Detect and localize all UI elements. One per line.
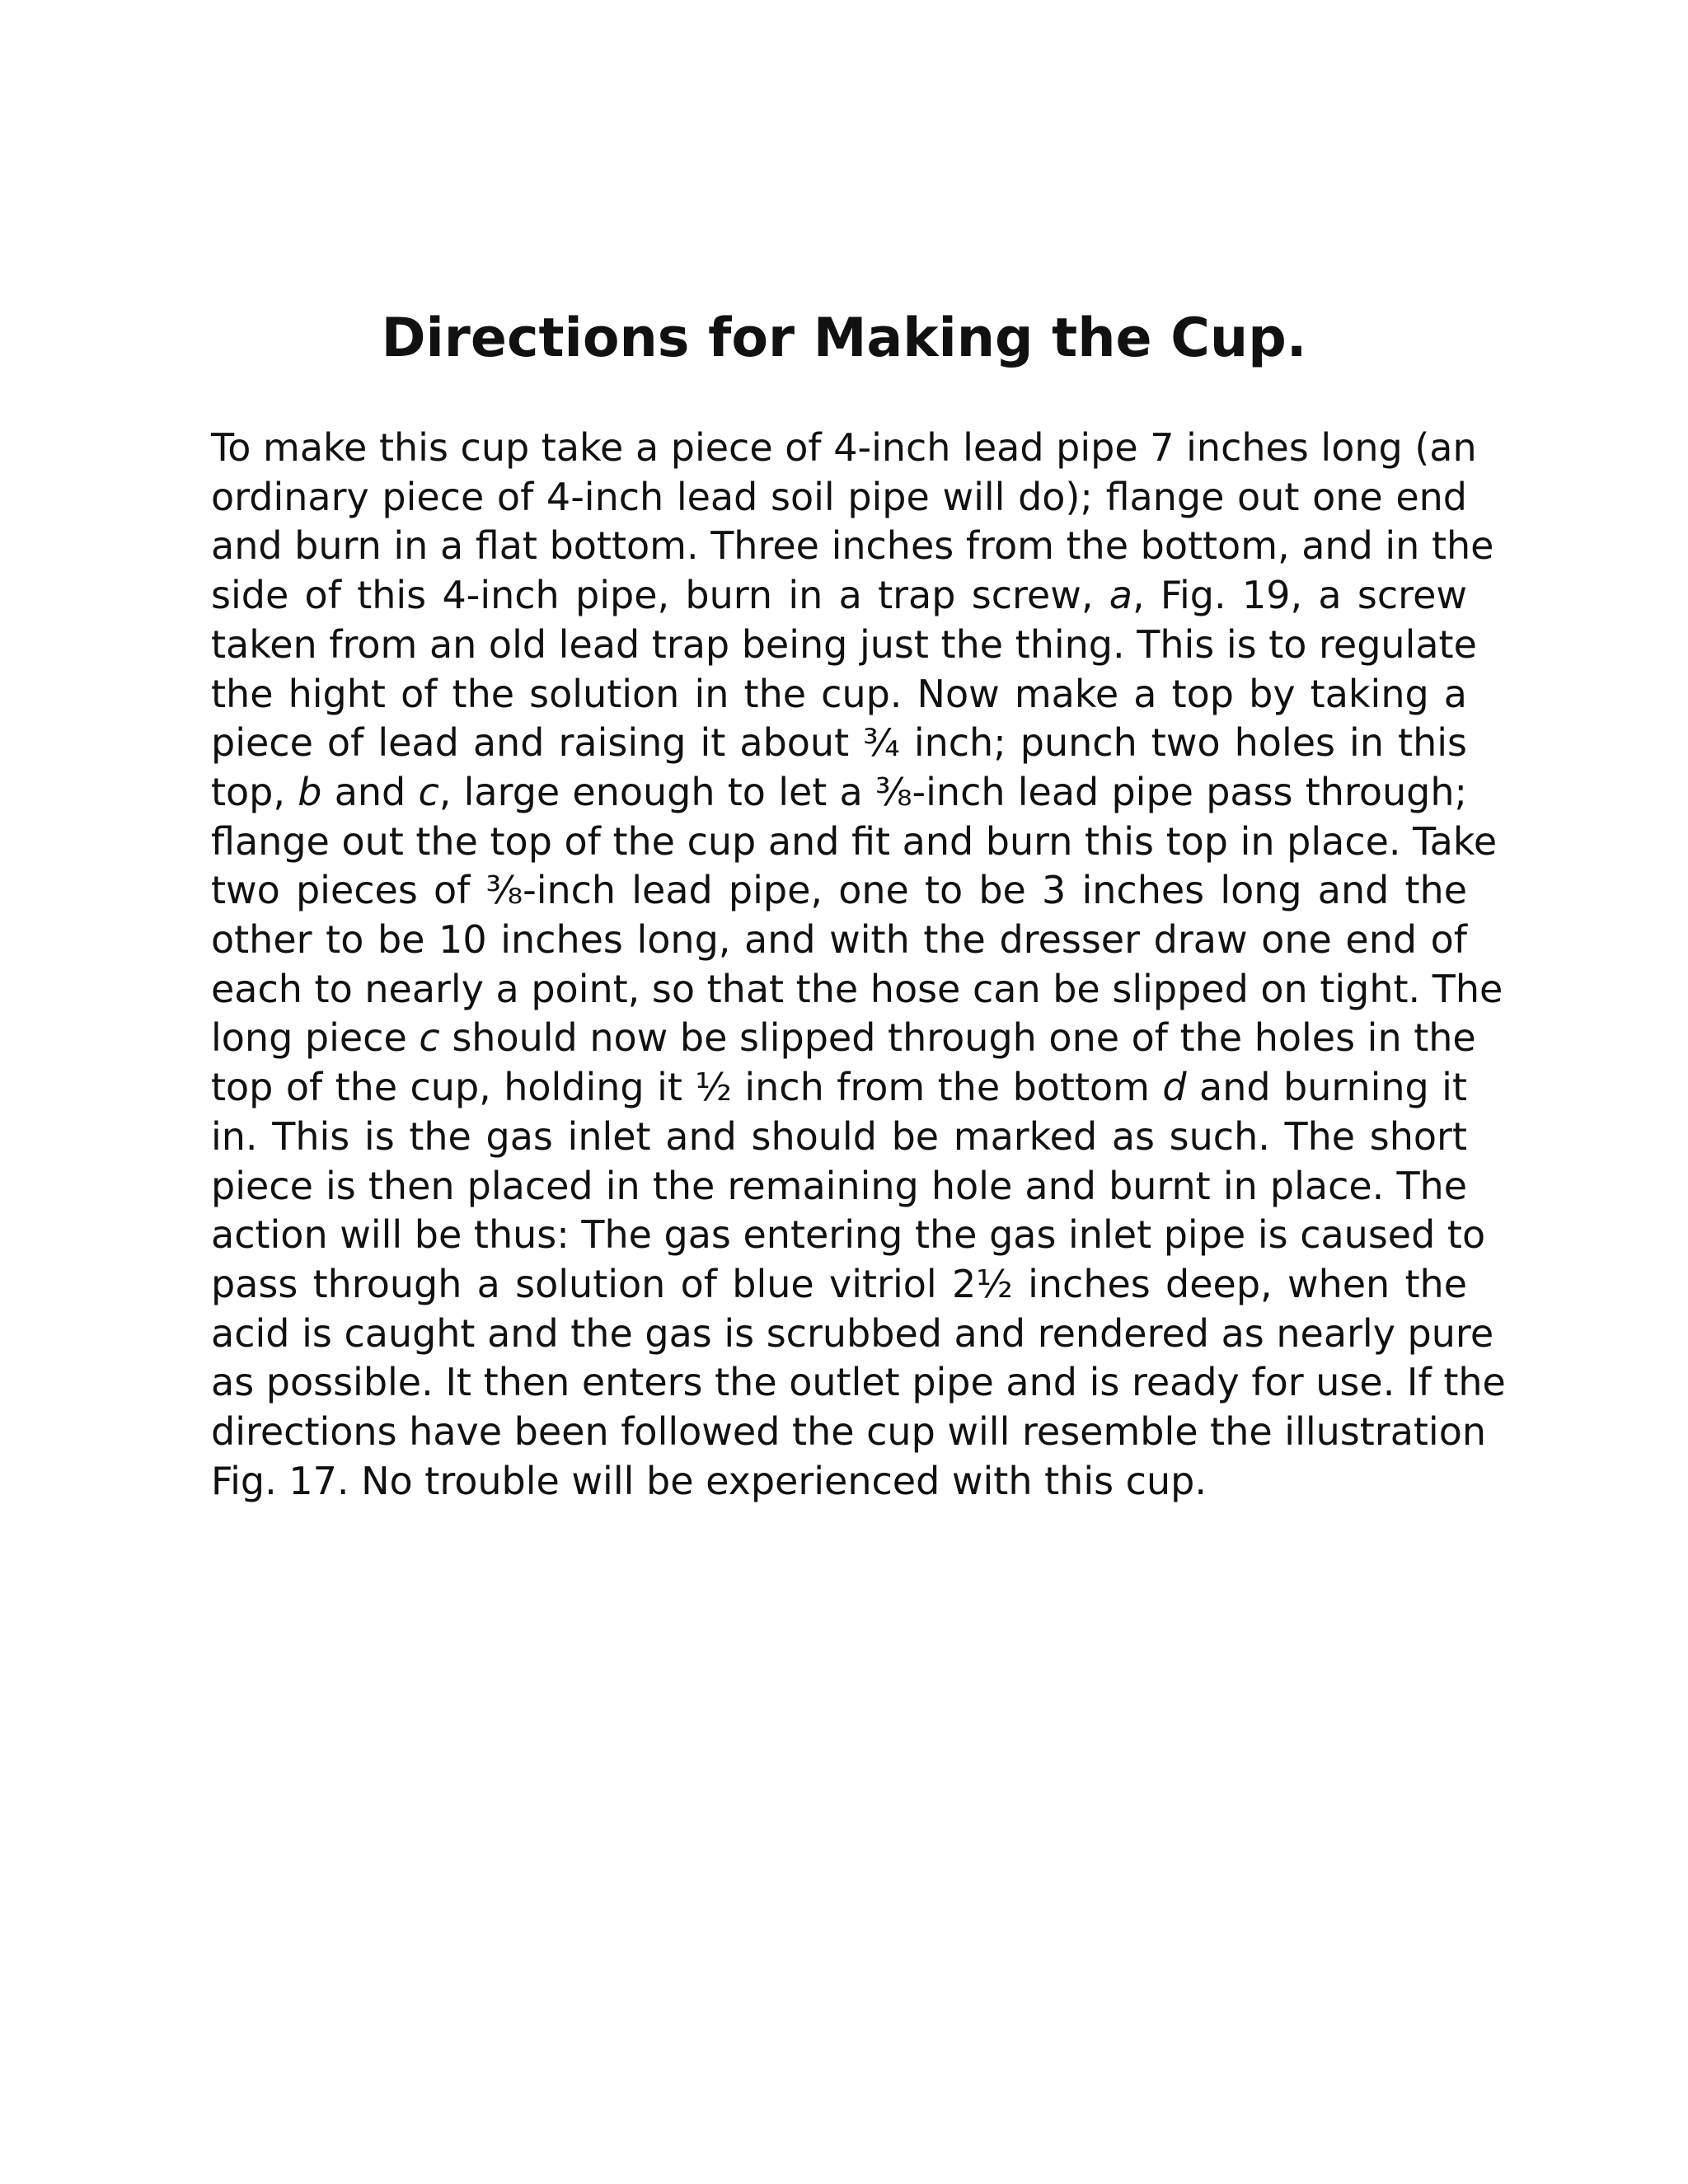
- text-line: [211, 916, 1467, 965]
- text-segment: taken from an old lead trap being just the thing. This is to regulate: [211, 621, 1477, 667]
- text-line: [211, 965, 1503, 1015]
- text-line: [211, 1162, 1467, 1212]
- text-line: [211, 866, 1467, 916]
- text-line: [211, 1358, 1506, 1408]
- text-line: [211, 1113, 1467, 1162]
- text-segment: should now be slipped through one of the holes in the: [439, 1015, 1476, 1061]
- text-line: [211, 1211, 1486, 1260]
- text-line: [211, 818, 1498, 867]
- text-segment: and burn in a flat bottom. Three inches from the bottom, and in the: [211, 523, 1494, 569]
- text-segment: long piece: [211, 1015, 420, 1061]
- text-segment: action will be thus: The gas entering the gas inlet pipe is caused to: [211, 1212, 1486, 1258]
- italic-text: c: [418, 769, 439, 814]
- text-segment: in. This is the gas inlet and should be marked as such. The short: [211, 1113, 1467, 1159]
- page-title: Directions for Making the Cup.: [381, 307, 1307, 369]
- text-segment: two pieces of ⅜-inch lead pipe, one to be 3 inches long and the: [211, 868, 1467, 913]
- text-line: [211, 768, 1467, 818]
- text-segment: flange out the top of the cup and fit and burn this top in place. Take: [211, 818, 1498, 864]
- text-line: [211, 670, 1467, 719]
- text-line: [211, 1014, 1476, 1063]
- text-segment: acid is caught and the gas is scrubbed and rendered as nearly pure: [211, 1310, 1494, 1356]
- text-line: [211, 1260, 1467, 1310]
- text-line: [211, 522, 1494, 571]
- text-line: [211, 1310, 1494, 1359]
- text-segment: pass through a solution of blue vitriol 2½ inches deep, when the: [211, 1261, 1467, 1306]
- text-segment: directions have been followed the cup will resemble the illustration: [211, 1409, 1486, 1455]
- text-line: [211, 1408, 1486, 1457]
- text-segment: as possible. It then enters the outlet pipe and is ready for use. If the: [211, 1360, 1506, 1405]
- text-segment: piece is then placed in the remaining hole and burnt in place. The: [211, 1163, 1467, 1208]
- italic-text: a: [1109, 573, 1132, 618]
- text-line: [211, 1457, 1467, 1507]
- italic-text: c: [419, 1015, 440, 1061]
- text-segment: ordinary piece of 4-inch lead soil pipe will do); flange out one end: [211, 474, 1467, 519]
- text-line: [211, 1063, 1467, 1113]
- text-line: [211, 719, 1467, 768]
- italic-text: b: [298, 769, 322, 814]
- text-segment: side of this 4-inch pipe, burn in a trap screw,: [211, 573, 1109, 618]
- text-segment: To make this cup take a piece of 4-inch lead pipe 7 inches long (an: [211, 425, 1477, 470]
- text-segment: Fig. 17. No trouble will be experienced with this cup.: [211, 1458, 1207, 1503]
- text-segment: and burning it: [1186, 1065, 1467, 1110]
- text-segment: and: [321, 769, 419, 814]
- text-line: [211, 424, 1477, 473]
- text-line: [211, 621, 1477, 670]
- body-paragraph: [211, 424, 1506, 1506]
- text-segment: top of the cup, holding it ½ inch from the bottom: [211, 1065, 1163, 1110]
- text-segment: , large enough to let a ⅜-inch lead pipe pass through;: [438, 769, 1467, 814]
- text-segment: other to be 10 inches long, and with the dresser draw one end of: [211, 917, 1467, 963]
- text-segment: top,: [211, 769, 298, 814]
- text-segment: , Fig. 19, a screw: [1132, 573, 1467, 618]
- text-segment: the hight of the solution in the cup. Now make a top by taking a: [211, 671, 1467, 716]
- text-line: [211, 473, 1467, 523]
- italic-text: d: [1162, 1065, 1187, 1110]
- text-segment: piece of lead and raising it about ¾ inch; punch two holes in this: [211, 720, 1467, 766]
- text-segment: each to nearly a point, so that the hose can be slipped on tight. The: [211, 966, 1503, 1011]
- text-line: [211, 571, 1467, 621]
